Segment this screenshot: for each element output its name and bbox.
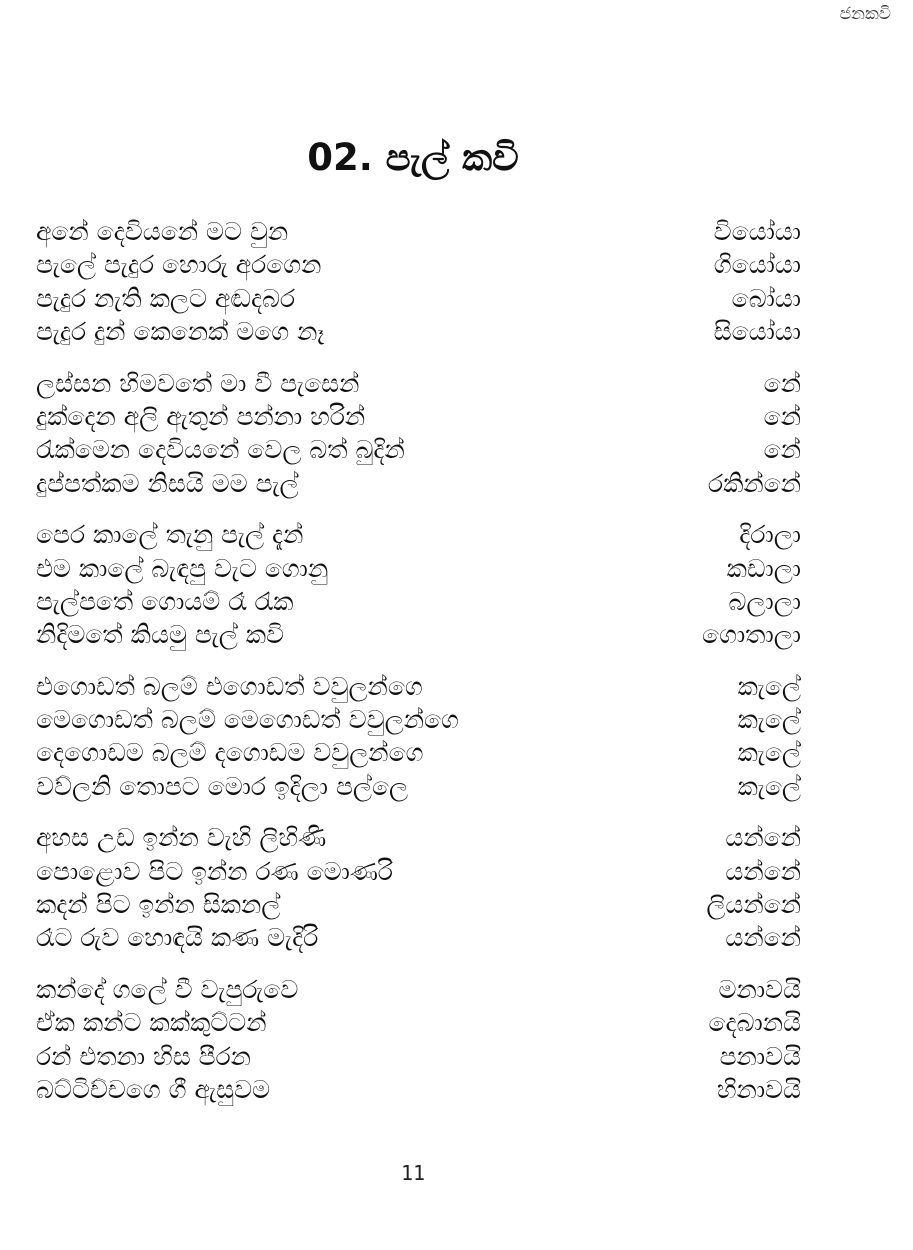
verse-line-end-word: කැලේ bbox=[737, 705, 801, 735]
verse-line bbox=[36, 554, 801, 587]
verse-line bbox=[36, 705, 801, 738]
verse-line-text: එම කාලේ බැඳපු වැට ගොනු bbox=[36, 553, 329, 583]
verse-line bbox=[36, 890, 801, 923]
verse-line-text: රැක්මෙන දෙවියනේ වෙල බත් බුදින් bbox=[36, 435, 405, 465]
verse-line-end-word: වියෝයා bbox=[713, 217, 801, 246]
verse-line-text: පැදුර දුන් කෙනෙක් මගෙ නෑ bbox=[36, 317, 325, 347]
verse-line-text: එගොඩත් බලම් එගොඩත් වවුලන්ගෙ bbox=[36, 671, 423, 701]
verse-line bbox=[36, 620, 801, 653]
verse-line-text: පැල්පතේ ගොයම් රෑ රැක bbox=[36, 586, 294, 616]
stanza bbox=[36, 975, 801, 1109]
verse-line-text: බට්ටිච්චගෙ ගී ඇසුවම bbox=[36, 1074, 271, 1104]
verse-line-text: ලස්සන හිමවතේ මා වී පැසෙන් bbox=[36, 368, 360, 398]
verse-line bbox=[36, 435, 801, 468]
verse-line-end-word: කැලේ bbox=[737, 771, 801, 801]
verse-line-text: අනේ දෙවියනේ මට වුන bbox=[36, 217, 289, 246]
verse-line-text: ඒක කන්ට කක්කුට්ටන් bbox=[36, 1008, 267, 1038]
poem-title: 02. පැල් කවි bbox=[307, 136, 519, 179]
verse-line bbox=[36, 469, 801, 502]
verse-line-text: අහස උඩ ඉන්න වැහි ලිහිණි bbox=[36, 823, 327, 853]
verse-line-end-word: රකින්නේ bbox=[707, 468, 801, 498]
verse-line bbox=[36, 772, 801, 805]
stanza bbox=[36, 823, 801, 957]
running-header: ජනකවි bbox=[839, 4, 891, 24]
verse-line-end-word: පනාවයි bbox=[719, 1041, 801, 1071]
verse-line bbox=[36, 587, 801, 620]
stanza bbox=[36, 217, 801, 351]
verse-line-end-word: ලියන්නේ bbox=[706, 890, 801, 920]
verse-line-text: රෑට රුව හොඳයි කණ මැදිරි bbox=[36, 923, 319, 953]
verse-line-end-word: නේ bbox=[763, 368, 801, 398]
verse-line bbox=[36, 520, 801, 553]
verse-line bbox=[36, 857, 801, 890]
verse-line-end-word: ගොතාලා bbox=[702, 620, 801, 650]
verse-line-text: වව්ලනි තොපට මොර ඉදිලා පල්ලෙ bbox=[36, 771, 409, 801]
verse-line bbox=[36, 317, 801, 350]
page-number: 11 bbox=[400, 1161, 426, 1185]
verse-line-text: දුප්පත්කම නිසයි මම පැල් bbox=[36, 468, 299, 498]
verse-line bbox=[36, 1075, 801, 1108]
verse-line-text: කදන් පිට ඉන්න සිකනල් bbox=[36, 890, 281, 920]
verse-line-text: මෙගොඩත් බලම් මෙගොඩත් වවුලන්ගෙ bbox=[36, 705, 459, 735]
verse-line bbox=[36, 284, 801, 317]
verse-line bbox=[36, 369, 801, 402]
verse-line-text: දුක්දෙන අලි ඇතුන් පන්නා හරින් bbox=[36, 401, 366, 431]
verse-line bbox=[36, 250, 801, 283]
verse-line-text: කන්දේ ගලේ වී වැපුරුවෙ bbox=[36, 974, 299, 1004]
stanza bbox=[36, 672, 801, 806]
verse-line-end-word: නේ bbox=[763, 401, 801, 431]
verse-line-end-word: ගියෝයා bbox=[713, 250, 801, 280]
verse-line-text: නිදිමතේ කියමු පැල් කවි bbox=[36, 620, 285, 650]
verse-line-end-word: බලාලා bbox=[728, 586, 801, 616]
verse-line bbox=[36, 1042, 801, 1075]
verse-line-end-word: දෙබානයි bbox=[708, 1008, 801, 1038]
verse-line-text: පොළොව පිට ඉන්න රණ මොණරි bbox=[36, 856, 393, 886]
verse-line bbox=[36, 823, 801, 856]
verse-line-end-word: යන්නේ bbox=[725, 823, 801, 853]
verse-line-end-word: නේ bbox=[763, 435, 801, 465]
verse-line-end-word: බෝයා bbox=[731, 283, 801, 313]
verse-line-text: පෙර කාලේ තැනු පැල් දැන් bbox=[36, 520, 304, 550]
verse-line-text: දෙගොඩම බලම් දගොඩම වවුලන්ගෙ bbox=[36, 738, 424, 768]
verse-line bbox=[36, 975, 801, 1008]
verse-line-end-word: යන්නේ bbox=[725, 856, 801, 886]
verse-line-end-word: හිනාවයි bbox=[716, 1074, 801, 1104]
verse-line-end-word: දිරාලා bbox=[739, 520, 801, 550]
verse-line-end-word: කඩාලා bbox=[726, 553, 801, 583]
stanza bbox=[36, 520, 801, 654]
verse-line bbox=[36, 402, 801, 435]
verse-line-end-word: යන්නේ bbox=[725, 923, 801, 953]
verse-line-text: පැදුර නැති කලට අඬදබර bbox=[36, 283, 296, 313]
verse-line-end-word: කැලේ bbox=[737, 671, 801, 701]
verse-line-text: රන් එතනා හිස පීරන bbox=[36, 1041, 251, 1071]
verse-line bbox=[36, 923, 801, 956]
poem-body bbox=[36, 217, 801, 1126]
verse-line-text: පැලේ පැදුර හොරු අරගෙන bbox=[36, 250, 322, 280]
verse-line bbox=[36, 1008, 801, 1041]
stanza bbox=[36, 369, 801, 503]
verse-line-end-word: මනාවයි bbox=[718, 974, 801, 1004]
verse-line-end-word: සියෝයා bbox=[713, 317, 801, 347]
verse-line bbox=[36, 672, 801, 705]
verse-line bbox=[36, 217, 801, 250]
verse-line bbox=[36, 738, 801, 771]
verse-line-end-word: කැලේ bbox=[737, 738, 801, 768]
